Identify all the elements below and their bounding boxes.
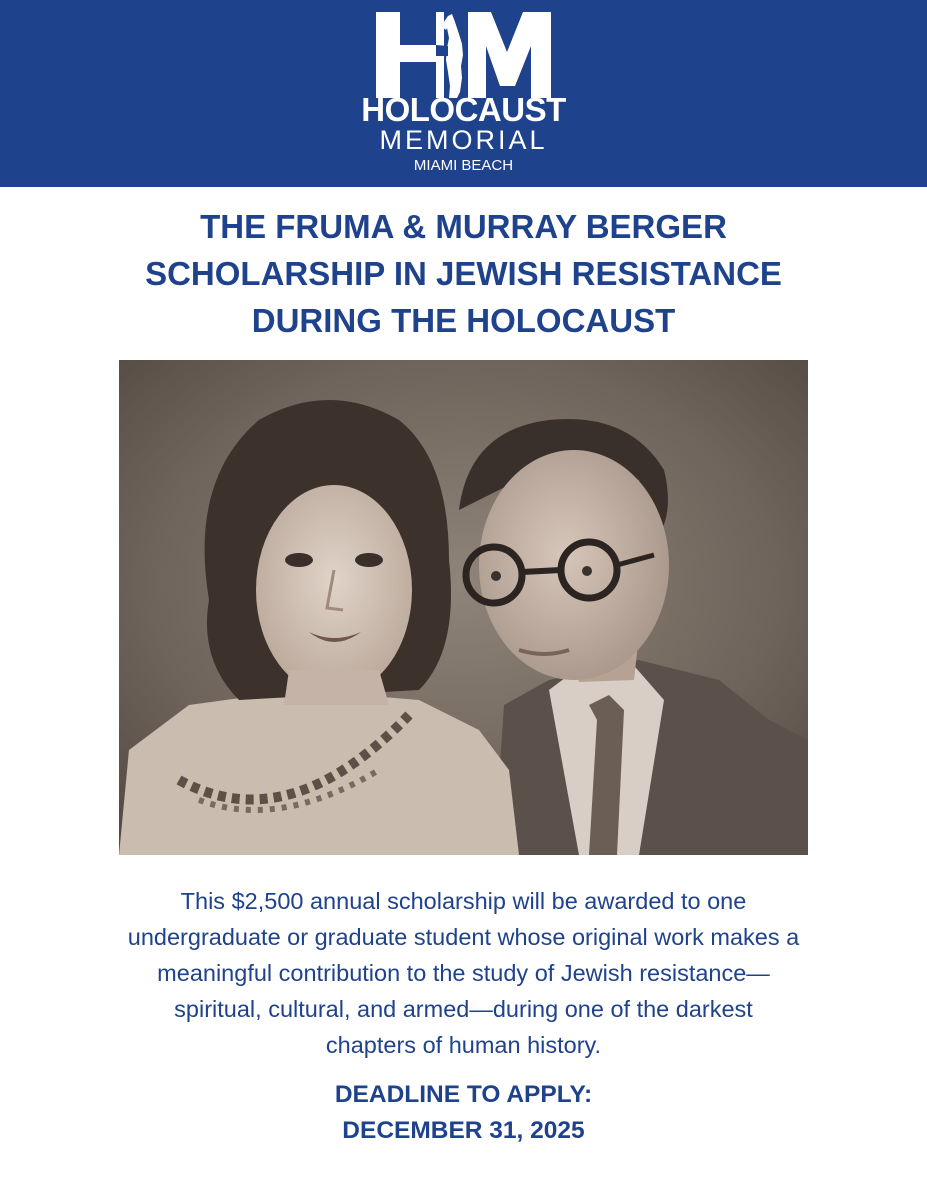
logo-holocaust-text: HOLOCAUST [361, 91, 566, 128]
scholarship-description [60, 883, 867, 1063]
description-line-1: This $2,500 annual scholarship will be awarded to one [180, 888, 747, 914]
description-line-2: undergraduate or graduate student whose original work makes a [127, 924, 800, 950]
deadline-date: DECEMBER 31, 2025 [342, 1117, 585, 1144]
title-line-2: SCHOLARSHIP IN JEWISH RESISTANCE [145, 255, 782, 292]
deadline-block [60, 1077, 867, 1149]
deadline-label: DEADLINE TO APPLY: [334, 1081, 593, 1108]
description-line-3: meaningful contribution to the study of Jewish resistance— [157, 960, 770, 986]
portrait-photo [119, 360, 808, 855]
couple-portrait-image [119, 360, 808, 855]
logo-location-text: MIAMI BEACH [413, 157, 514, 174]
description-line-5: chapters of human history. [325, 1032, 602, 1058]
logo-memorial-text: MEMORIAL [379, 125, 548, 155]
header-banner [0, 0, 927, 187]
scholarship-title [60, 203, 867, 344]
holocaust-memorial-logo [0, 0, 927, 187]
title-line-1: THE FRUMA & MURRAY BERGER [200, 208, 727, 245]
description-line-4: spiritual, cultural, and armed—during one of the darkest [174, 996, 753, 1022]
title-line-3: DURING THE HOLOCAUST [251, 302, 676, 339]
